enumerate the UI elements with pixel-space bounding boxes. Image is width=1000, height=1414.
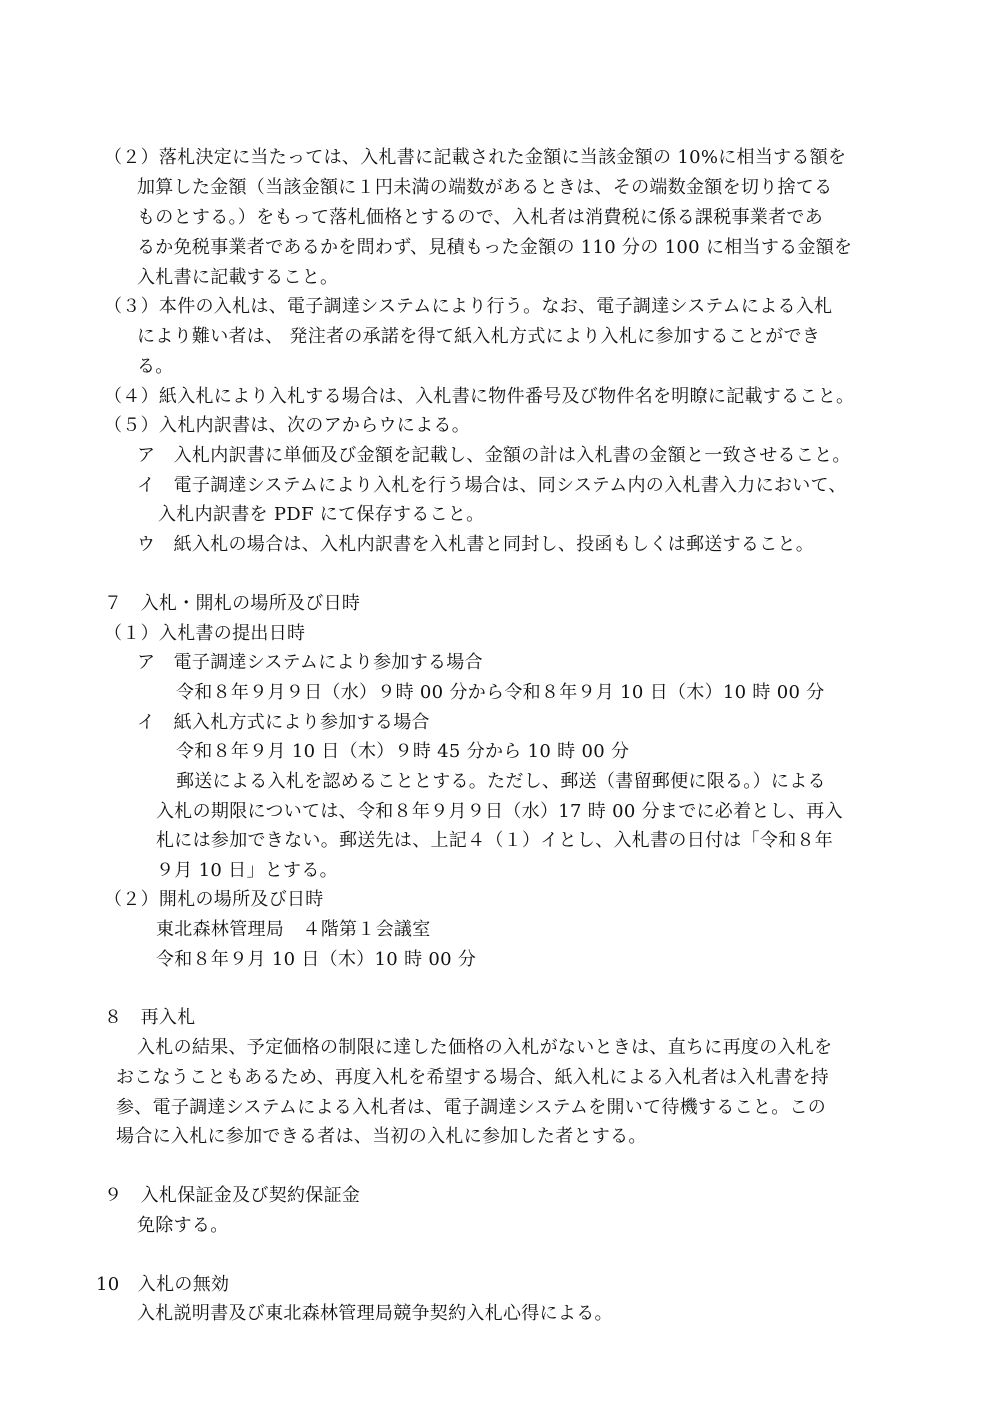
para-3-line-2: により難い者は、 発注者の承諾を得て紙入札方式により入札に参加することができ xyxy=(137,326,821,347)
para-3-line-1: （３）本件の入札は、電子調達システムにより行う。なお、電子調達システムによる入札 xyxy=(104,296,833,317)
para-5: （５）入札内訳書は、次のアからウによる。 xyxy=(104,415,470,436)
section-9-body: 免除する。 xyxy=(137,1215,229,1236)
section-8-line-1: 入札の結果、予定価格の制限に達した価格の入札がないときは、直ちに再度の入札を xyxy=(137,1037,833,1058)
section-7-sub-1-i: イ 紙入札方式により参加する場合 xyxy=(137,712,430,733)
section-10-heading: 10 入札の無効 xyxy=(96,1274,230,1295)
section-7-sub-2-place: 東北森林管理局 ４階第１会議室 xyxy=(156,919,431,940)
section-7-sub-2: （２）開札の場所及び日時 xyxy=(104,889,324,910)
section-7-note-line-1: 郵送による入札を認めることとする。ただし、郵送（書留郵便に限る。）による xyxy=(176,771,826,792)
para-2-line-3: ものとする。）をもって落札価格とするので、入札者は消費税に係る課税事業者であ xyxy=(137,207,824,228)
section-7-note-line-3: 札には参加できない。郵送先は、上記４（１）イとし、入札書の日付は「令和８年 xyxy=(156,830,834,851)
para-2-line-4: るか免税事業者であるかを問わず、見積もった金額の 110 分の 100 に相当する金額を xyxy=(137,237,853,258)
section-7-note-line-4: ９月 10 日」とする。 xyxy=(156,860,338,881)
section-8-line-4: 場合に入札に参加できる者は、当初の入札に参加した者とする。 xyxy=(116,1126,647,1147)
section-9-heading: ９ 入札保証金及び契約保証金 xyxy=(104,1185,361,1206)
section-7-sub-1: （１）入札書の提出日時 xyxy=(104,623,306,644)
para-5-i-line-2: 入札内訳書を PDF にて保存すること。 xyxy=(158,504,485,525)
para-5-u: ウ 紙入札の場合は、入札内訳書を入札書と同封し、投函もしくは郵送すること。 xyxy=(137,534,815,555)
section-7-note-line-2: 入札の期限については、令和８年９月９日（水）17 時 00 分までに必着とし、再入 xyxy=(156,801,843,822)
section-10-body: 入札説明書及び東北森林管理局競争契約入札心得による。 xyxy=(137,1303,613,1324)
section-7-sub-2-time: 令和８年９月 10 日（木）10 時 00 分 xyxy=(156,949,477,970)
para-5-a: ア 入札内訳書に単価及び金額を記載し、金額の計は入札書の金額と一致させること。 xyxy=(137,445,851,466)
section-8-heading: ８ 再入札 xyxy=(104,1007,196,1028)
para-3-line-3: る。 xyxy=(137,356,174,377)
section-7-heading: ７ 入札・開札の場所及び日時 xyxy=(104,593,361,614)
para-5-i-line-1: イ 電子調達システムにより入札を行う場合は、同システム内の入札書入力において、 xyxy=(137,475,847,496)
section-7-sub-1-i-time: 令和８年９月 10 日（木）９時 45 分から 10 時 00 分 xyxy=(176,741,630,762)
section-8-line-3: 参、電子調達システムによる入札者は、電子調達システムを開いて待機すること。この xyxy=(116,1097,827,1118)
para-2-line-1: （２）落札決定に当たっては、入札書に記載された金額に当該金額の 10%に相当する額を xyxy=(104,147,847,168)
section-7-sub-1-a: ア 電子調達システムにより参加する場合 xyxy=(137,652,483,673)
para-4: （４）紙入札により入札する場合は、入札書に物件番号及び物件名を明瞭に記載すること。 xyxy=(104,386,855,407)
section-8-line-2: おこなうこともあるため、再度入札を希望する場合、紙入札による入札者は入札書を持 xyxy=(116,1067,829,1088)
para-2-line-5: 入札書に記載すること。 xyxy=(137,267,339,288)
para-2-line-2: 加算した金額（当該金額に１円未満の端数があるときは、その端数金額を切り捨てる xyxy=(137,177,833,198)
section-7-sub-1-a-time: 令和８年９月９日（水）９時 00 分から令和８年９月 10 日（木）10 時 00 分 xyxy=(176,682,825,703)
